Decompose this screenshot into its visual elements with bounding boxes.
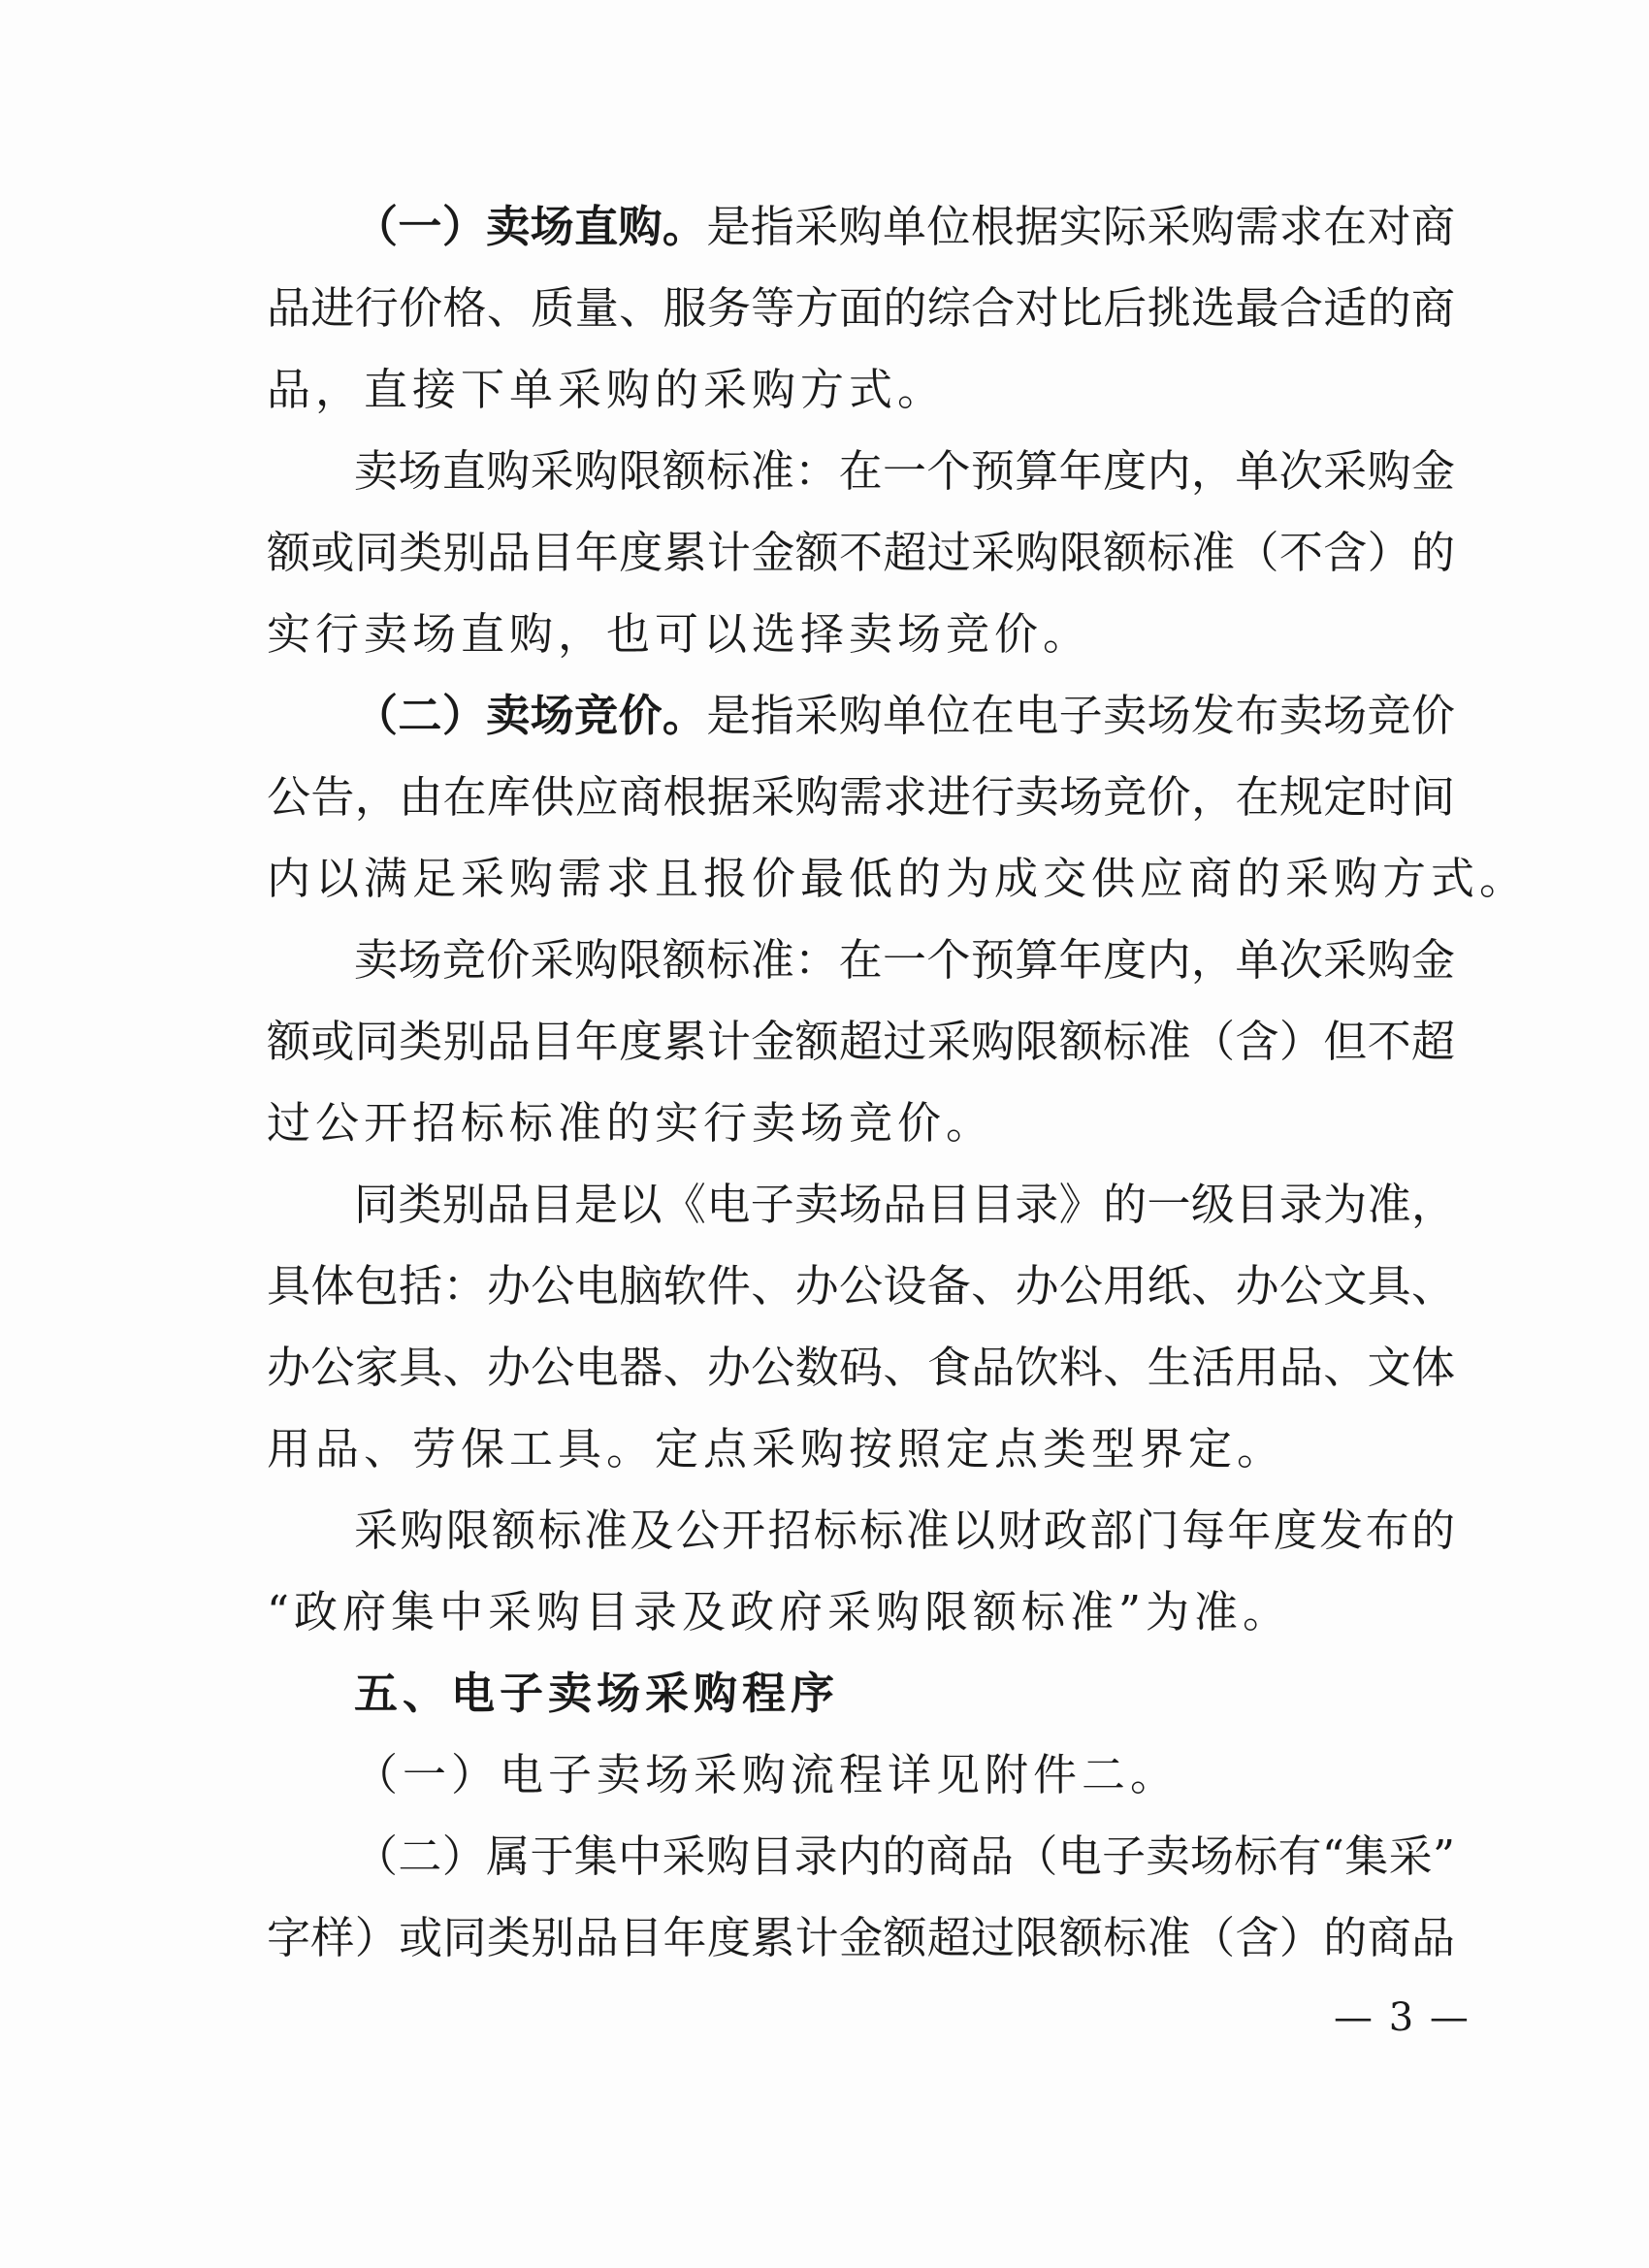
line-text: 品进行价格、质量、服务等方面的综合对比后挑选最合适的商 (267, 282, 1455, 334)
paragraph-line (267, 675, 1455, 757)
line-text: 过公开招标标准的实行卖场竞价。 (267, 1097, 995, 1149)
line-text: （一）电子卖场采购流程详见附件二。 (354, 1749, 1180, 1800)
paragraph-line (267, 594, 1455, 675)
paragraph-line (267, 1571, 1455, 1653)
section-heading: 五、电子卖场采购程序 (354, 1668, 840, 1719)
paragraph-line (267, 268, 1455, 349)
line-text: 卖场直购采购限额标准：在一个预算年度内，单次采购金 (354, 445, 1455, 497)
paragraph-line (267, 838, 1529, 920)
paragraph-line (267, 349, 1455, 431)
line-text: 办公家具、办公电器、办公数码、食品饮料、生活用品、文体 (267, 1342, 1455, 1393)
line-text: 采购限额标准及公开招标标准以财政部门每年度发布的 (354, 1505, 1455, 1556)
document-body (267, 186, 1529, 1979)
line-text: 品，直接下单采购的采购方式。 (267, 364, 947, 415)
paragraph-line (267, 1001, 1455, 1083)
line-text: 额或同类别品目年度累计金额超过采购限额标准（含）但不超 (267, 1016, 1455, 1067)
paragraph-line (267, 1164, 1455, 1246)
line-text: 公告，由在库供应商根据采购需求进行卖场竞价，在规定时间 (267, 771, 1455, 823)
paragraph-line (267, 1327, 1455, 1409)
page-number: — 3 — (1334, 1995, 1471, 2040)
paragraph-line (267, 1816, 1455, 1897)
line-text: 用品、劳保工具。定点采购按照定点类型界定。 (267, 1423, 1286, 1474)
paragraph-line (267, 1490, 1455, 1571)
line-text: 卖场竞价采购限额标准：在一个预算年度内，单次采购金 (354, 934, 1455, 986)
line-text: 内以满足采购需求且报价最低的为成交供应商的采购方式。 (267, 853, 1529, 904)
line-text: 字样）或同类别品目年度累计金额超过限额标准（含）的商品 (267, 1912, 1455, 1963)
section-label: （二）卖场竞价。 (354, 690, 707, 741)
paragraph-line (267, 1246, 1455, 1327)
line-text: 实行卖场直购，也可以选择卖场竞价。 (267, 608, 1092, 660)
paragraph-line (267, 1897, 1455, 1979)
line-text: 额或同类别品目年度累计金额不超过采购限额标准（不含）的 (267, 527, 1455, 578)
line-text: （二）属于集中采购目录内的商品（电子卖场标有“集采” (354, 1831, 1455, 1882)
paragraph-line (267, 186, 1455, 268)
paragraph-line (267, 431, 1455, 512)
line-text: 是指采购单位根据实际采购需求在对商 (706, 201, 1455, 252)
paragraph-line (267, 1083, 1455, 1164)
line-text: “政府集中采购目录及政府采购限额标准”为准。 (267, 1586, 1292, 1637)
paragraph-line (267, 1734, 1455, 1816)
paragraph-line (267, 920, 1455, 1001)
section-label: （一）卖场直购。 (354, 201, 707, 252)
paragraph-line (267, 757, 1455, 838)
paragraph-line (267, 512, 1455, 594)
line-text: 同类别品目是以《电子卖场品目目录》的一级目录为准， (354, 1179, 1455, 1230)
paragraph-line (267, 1409, 1455, 1490)
line-text: 具体包括：办公电脑软件、办公设备、办公用纸、办公文具、 (267, 1260, 1455, 1312)
line-text: 是指采购单位在电子卖场发布卖场竞价 (706, 690, 1455, 741)
